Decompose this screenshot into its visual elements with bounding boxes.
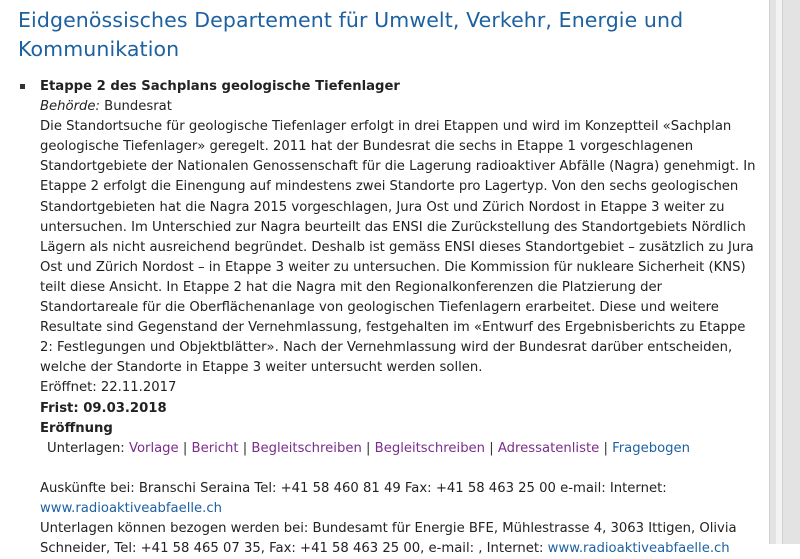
contact-info xyxy=(40,479,760,519)
contact-website-link[interactable]: www.radioaktiveabfaelle.ch xyxy=(40,500,222,516)
sidebar-divider xyxy=(776,0,783,544)
document-link-begleitschreiben-2[interactable]: Begleitschreiben xyxy=(374,440,486,456)
documents-label: Unterlagen: xyxy=(47,440,125,456)
entry-title: Etappe 2 des Sachplans geologische Tiefenlager xyxy=(40,79,400,94)
order-website-link[interactable]: www.radioaktiveabfaelle.ch xyxy=(547,541,730,557)
authority-line xyxy=(40,97,760,117)
separator: | xyxy=(366,440,371,456)
document-link-bericht[interactable]: Bericht xyxy=(191,440,239,456)
authority-label: Behörde: xyxy=(40,99,100,115)
entry-description: Die Standortsuche für geologische Tiefenlager erfolgt in drei Etappen und wird im Konzeptteil «Sachplan geologische Tiefenlager» geregelt. 2011 hat der Bundesrat die sechs in Etappe 1 vorgeschlagenen Standortgebiete der Nationalen Genossenschaft für die Lagerung radioaktiver Abfälle (Nagra) genehmigt. In Etappe 2 erfolgt die Einengung auf mindestens zwei Standorte pro Lagertyp. Von den sechs geologischen Standortgebieten hat die Nagra 2015 vorgeschlagen, Jura Ost und Zürich Nordost in Etappe 3 weiter zu untersuchen. Im Unterschied zur Nagra beurteilt das ENSI die Zurückstellung des Standortgebiets Nördlich Lägern als nicht ausreichend begründet. Deshalb ist gemäss ENSI dieses Standortgebiet – zusätzlich zu Jura Ost und Zürich Nordost – in Etappe 3 weiter zu untersuchen. Die Kommission für nukleare Sicherheit (KNS) teilt diese Ansicht. In Etappe 2 hat die Nagra mit den Regionalkonferenzen die Platzierung der Standortareale für die Oberflächenanlage von geologischen Tiefenlagern erarbeitet. Diese und weitere Resultate sind Gegenstand der Vernehmlassung, festgehalten im «Entwurf des Ergebnisberichts zu Etappe 2: Festlegungen und Objektblätter». Nach der Vernehmlassung wird der Bundesrat darüber entscheiden, welche der Standorte in Etappe 3 weiter untersucht werden sollen. xyxy=(40,119,756,376)
opened-date: Eröffnet: 22.11.2017 xyxy=(40,380,177,396)
right-sidebar-strip xyxy=(769,0,800,544)
entry-body xyxy=(40,77,760,559)
order-info xyxy=(40,519,760,559)
spacer xyxy=(40,459,760,479)
separator: | xyxy=(182,440,188,456)
document-link-adressatenliste[interactable]: Adressatenliste xyxy=(497,440,600,456)
authority-value: Bundesrat xyxy=(104,99,172,115)
consultation-entry xyxy=(20,77,760,559)
separator: | xyxy=(603,440,608,456)
bullet-icon xyxy=(20,84,25,89)
separator: | xyxy=(489,440,494,456)
document-link-vorlage[interactable]: Vorlage xyxy=(128,440,179,456)
section-heading: Eröffnung xyxy=(40,420,113,436)
documents-line xyxy=(40,439,760,459)
document-link-fragebogen[interactable]: Fragebogen xyxy=(612,440,691,456)
separator: | xyxy=(242,440,248,456)
contact-text: Auskünfte bei: Branschi Seraina Tel: +41 58 460 81 49 Fax: +41 58 463 25 00 e-mail: Internet: xyxy=(40,480,667,496)
department-heading: Eidgenössisches Departement für Umwelt, Verkehr, Energie und Kommunikation xyxy=(18,8,684,61)
document-link-begleitschreiben-1[interactable]: Begleitschreiben xyxy=(251,440,362,456)
deadline-date: Frist: 09.03.2018 xyxy=(40,400,167,416)
order-text: Unterlagen können bezogen werden bei: Bundesamt für Energie BFE, Mühlestrasse 4, 3063 Ittigen, Olivia Schneider, Tel: +41 58 465 07 35, Fax: +41 58 463 25 00, e-mail: , Internet: xyxy=(40,520,737,557)
